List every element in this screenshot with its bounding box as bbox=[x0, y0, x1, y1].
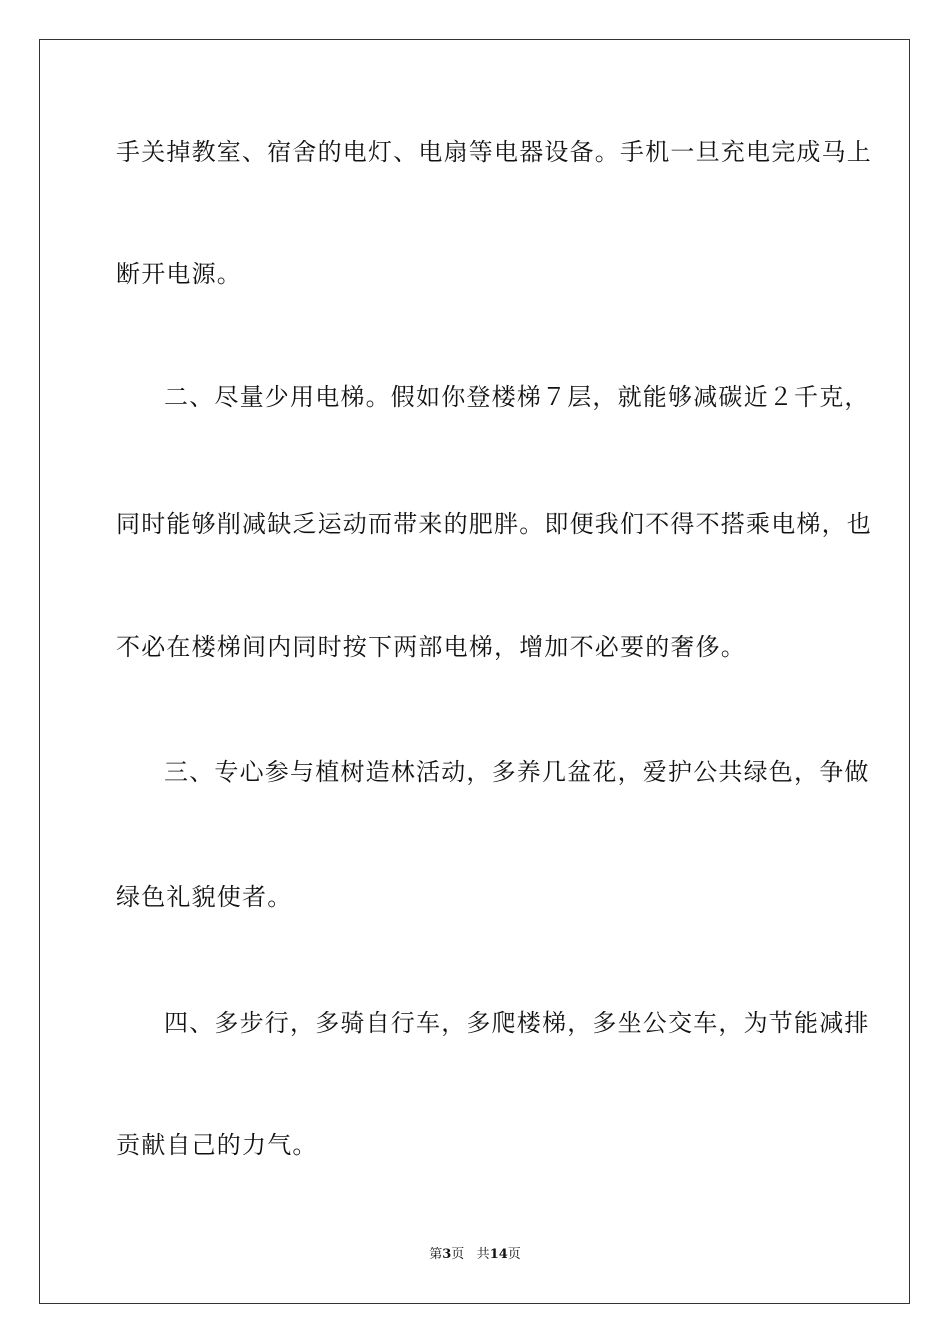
page-suffix: 页 bbox=[451, 1247, 465, 1262]
paragraph-line: 三、专心参与植树造林活动，多养几盆花，爱护公共绿色，争做 bbox=[164, 758, 870, 786]
text-line: 贡献自己的力气。 bbox=[116, 1131, 318, 1159]
text-line: 同时能够削减缺乏运动而带来的肥胖。即便我们不得不搭乘电梯，也 bbox=[116, 510, 872, 538]
total-suffix: 页 bbox=[507, 1247, 521, 1262]
text-line: 断开电源。 bbox=[116, 260, 242, 288]
paragraph-line: 二、尽量少用电梯。假如你登楼梯７层，就能够减碳近２千克， bbox=[164, 383, 870, 411]
text-line: 手关掉教室、宿舍的电灯、电扇等电器设备。手机一旦充电完成马上 bbox=[116, 138, 872, 166]
text-line: 不必在楼梯间内同时按下两部电梯，增加不必要的奢侈。 bbox=[116, 633, 746, 661]
page-footer bbox=[0, 1247, 950, 1263]
total-prefix: 共 bbox=[476, 1247, 490, 1262]
page-border bbox=[39, 39, 910, 1304]
page-number: 3 bbox=[442, 1247, 452, 1262]
total-pages: 14 bbox=[489, 1247, 508, 1262]
page-prefix: 第 bbox=[429, 1247, 443, 1262]
paragraph-line: 四、多步行，多骑自行车，多爬楼梯，多坐公交车，为节能减排 bbox=[164, 1009, 870, 1037]
text-line: 绿色礼貌使者。 bbox=[116, 883, 293, 911]
